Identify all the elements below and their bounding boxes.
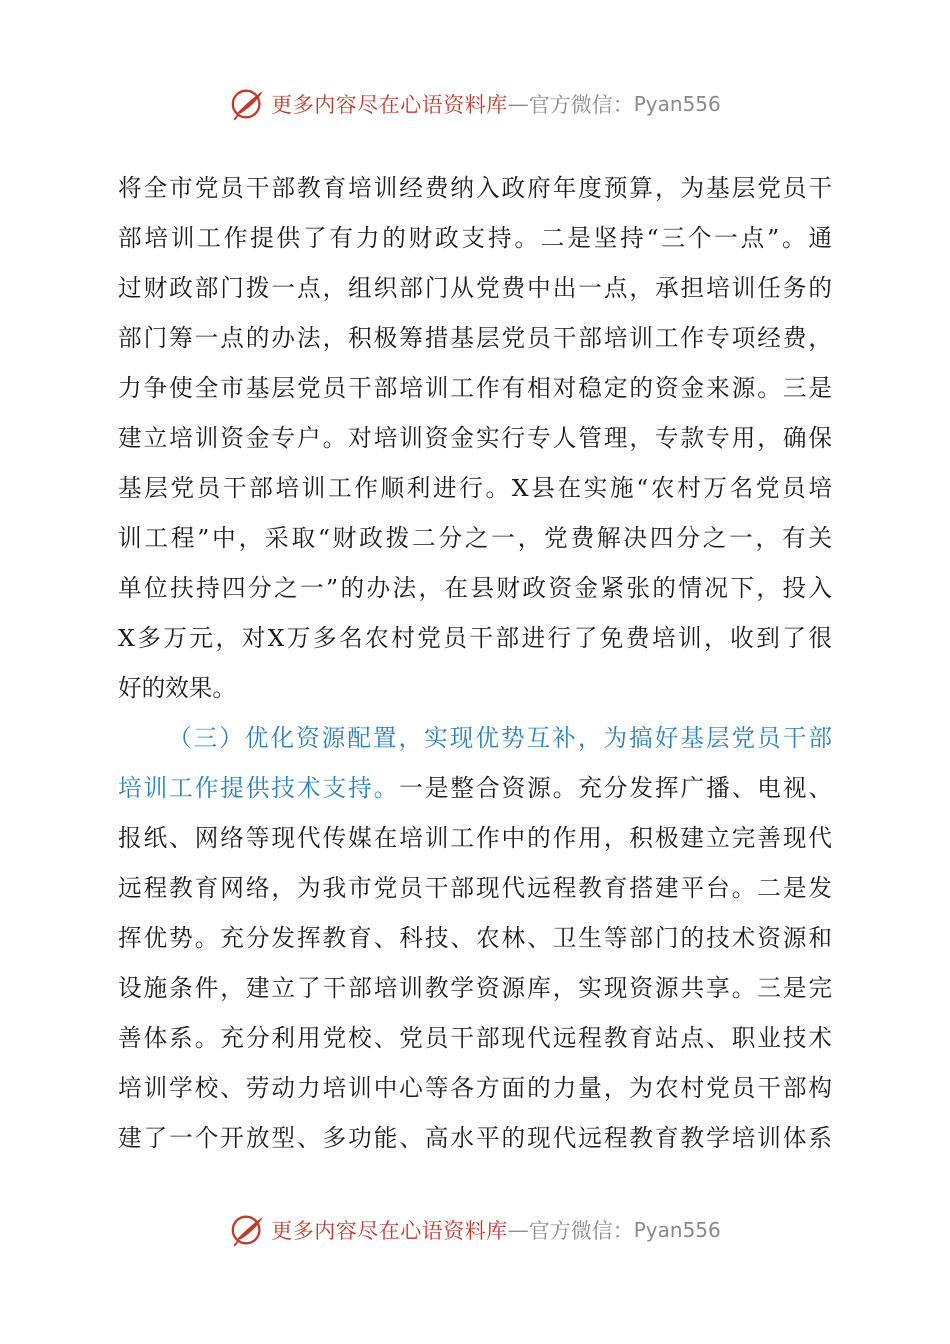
text-line: 将全市党员干部教育培训经费纳入政府年度预算，为基层党员干 bbox=[118, 174, 832, 202]
text-line: 基层党员干部培训工作顺利进行。X县在实施“农村万名党员培 bbox=[118, 474, 832, 502]
wechat-label: 官方微信： bbox=[528, 93, 634, 117]
document-body bbox=[118, 163, 832, 1163]
wechat-id: Pyan556 bbox=[633, 1218, 721, 1242]
text-line: 训工程”中，采取“财政拨二分之一，党费解决四分之一，有关 bbox=[118, 524, 832, 552]
text-line: 好的效果。 bbox=[118, 674, 236, 702]
section-heading: （三）优化资源配置，实现优势互补，为搞好基层党员干部 bbox=[168, 724, 832, 752]
text-span: 一是整合资源。充分发挥广播、电视、 bbox=[399, 774, 832, 802]
section-heading-continued: 培训工作提供技术支持。 bbox=[118, 774, 400, 802]
text-line: 力争使全市基层党员干部培训工作有相对稳定的资金来源。三是 bbox=[118, 374, 832, 402]
text-line: 单位扶持四分之一”的办法，在县财政资金紧张的情况下，投入 bbox=[118, 574, 832, 602]
quill-logo-icon bbox=[229, 85, 267, 123]
text-line: 部培训工作提供了有力的财政支持。二是坚持“三个一点”。通 bbox=[118, 224, 832, 252]
quill-logo-icon bbox=[229, 1211, 267, 1249]
watermark-text: 更多内容尽在心语资料库 bbox=[271, 93, 508, 117]
text-line: 设施条件，建立了干部培训教学资源库，实现资源共享。三是完 bbox=[118, 974, 832, 1002]
watermark-dash: — bbox=[507, 1218, 529, 1242]
wechat-id: Pyan556 bbox=[633, 92, 721, 116]
text-line: X多万元，对X万多名农村党员干部进行了免费培训，收到了很 bbox=[118, 624, 832, 652]
text-line: 挥优势。充分发挥教育、科技、农林、卫生等部门的技术资源和 bbox=[118, 924, 832, 952]
text-line: 远程教育网络，为我市党员干部现代远程教育搭建平台。二是发 bbox=[118, 874, 832, 902]
text-line: 报纸、网络等现代传媒在培训工作中的作用，积极建立完善现代 bbox=[118, 824, 832, 852]
watermark-text: 更多内容尽在心语资料库 bbox=[271, 1219, 508, 1243]
text-line: 建了一个开放型、多功能、高水平的现代远程教育教学培训体系 bbox=[118, 1124, 832, 1152]
watermark-banner-bottom bbox=[0, 1208, 950, 1252]
wechat-label: 官方微信： bbox=[528, 1219, 634, 1243]
text-line: 培训学校、劳动力培训中心等各方面的力量，为农村党员干部构 bbox=[118, 1074, 832, 1102]
text-line: 建立培训资金专户。对培训资金实行专人管理，专款专用，确保 bbox=[118, 424, 832, 452]
watermark-banner-top bbox=[0, 82, 950, 126]
text-line-with-heading bbox=[118, 763, 832, 813]
text-line: 过财政部门拨一点，组织部门从党费中出一点，承担培训任务的 bbox=[118, 274, 832, 302]
watermark-dash: — bbox=[507, 92, 529, 116]
text-line: 部门筹一点的办法，积极筹措基层党员干部培训工作专项经费， bbox=[118, 324, 832, 352]
text-line: 善体系。充分利用党校、党员干部现代远程教育站点、职业技术 bbox=[118, 1024, 832, 1052]
